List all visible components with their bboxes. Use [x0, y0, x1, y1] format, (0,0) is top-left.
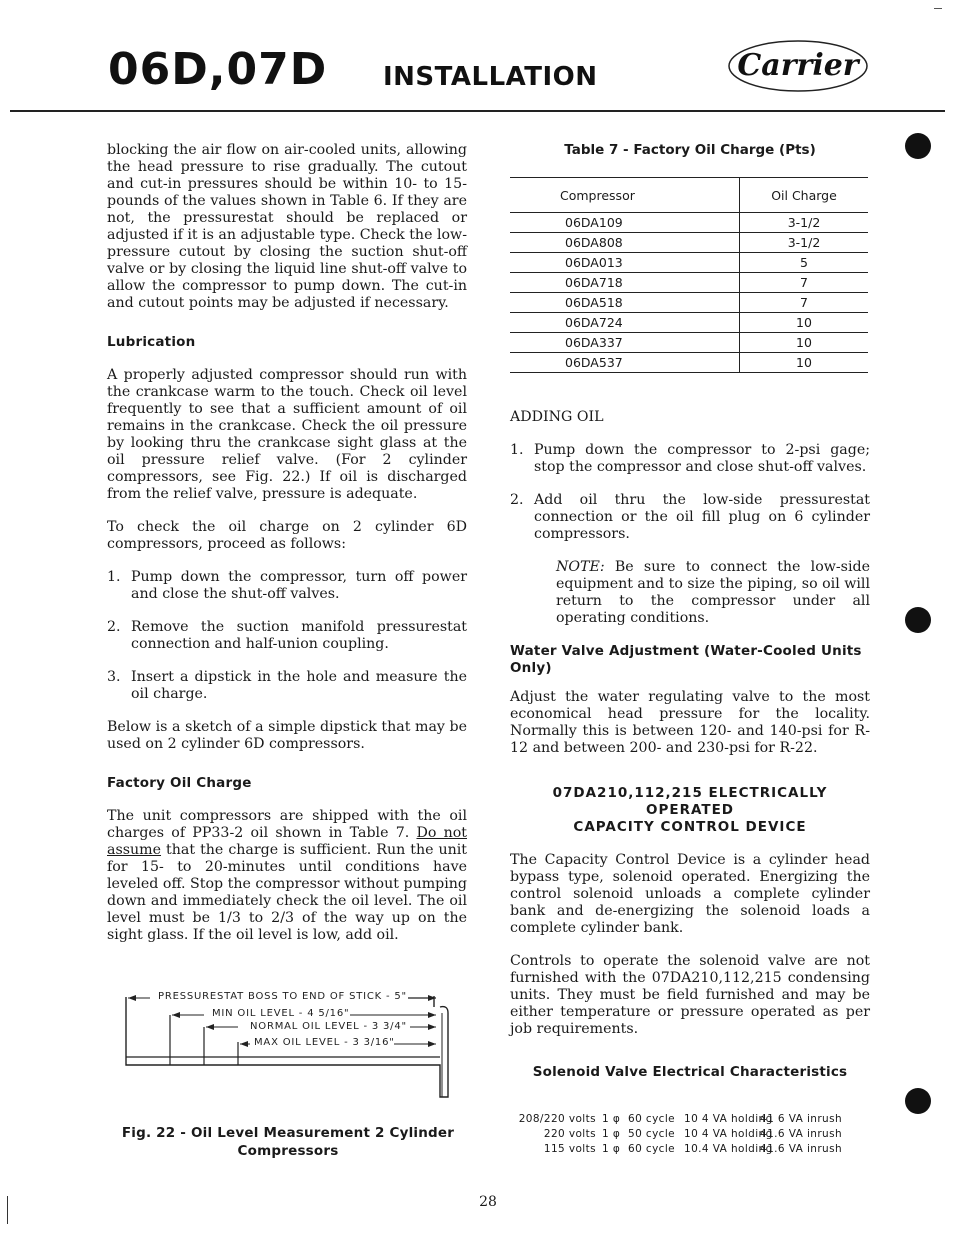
hole-mark: [905, 607, 931, 633]
lubrication-heading: Lubrication: [107, 334, 196, 350]
solenoid-row: [512, 1127, 872, 1142]
table-row: [510, 253, 868, 273]
table-row: [510, 293, 868, 313]
normal-oil-level-label: NORMAL OIL LEVEL - 3 3/4": [250, 1021, 407, 1032]
list-number: 3.: [107, 669, 121, 685]
solenoid-row: [512, 1142, 872, 1157]
list-text: Pump down the compressor to 2-psi gage; stop the compressor and close shut-off valves.: [534, 442, 870, 475]
oil-charge-cell: 3-1/2: [740, 233, 869, 253]
compressor-cell: 06DA518: [510, 293, 740, 313]
list-text: Remove the suction manifold pressurestat connection and half-union coupling.: [131, 619, 467, 652]
inrush-cell: 41.6 VA inrush: [760, 1143, 843, 1155]
table-title: Table 7 - Factory Oil Charge (Pts): [564, 142, 816, 158]
right-column: [510, 142, 870, 1097]
column-header-oil-charge: Oil Charge: [740, 178, 869, 213]
do-not-assume-text: Do not assume: [107, 825, 467, 858]
check-paragraph: To check the oil charge on 2 cylinder 6D compressors, proceed as follows:: [107, 519, 467, 552]
dipstick-figure: [118, 985, 458, 1105]
capacity-heading-line2: CAPACITY CONTROL DEVICE: [573, 819, 807, 835]
table-row: [510, 273, 868, 293]
factory-text-part2: that the charge is sufficient. Run the unit for 15- to 20-minutes until conditions have leveled off. Stop the compressor without pumping down and immediately check the oil level. The oil level must be 1/3 to 2/3 of the way up on the sight glass. If the oil level is low, add oil.: [107, 842, 468, 943]
compressor-cell: 06DA537: [510, 353, 740, 373]
oil-charge-cell: 10: [740, 313, 869, 333]
hole-mark: [905, 133, 931, 159]
inrush-cell: 41.6 VA inrush: [760, 1128, 843, 1140]
phase-cell: 1 φ: [602, 1143, 621, 1155]
note-text: Be sure to connect the low-side equipment and to size the piping, so oil will return to the compressor under all operating conditions.: [556, 559, 871, 626]
max-oil-level-label: MAX OIL LEVEL - 3 3/16": [254, 1037, 395, 1048]
list-item: [510, 442, 870, 476]
note-paragraph: [556, 559, 870, 627]
list-number: 1.: [510, 442, 524, 458]
volts-cell: 220 volts: [543, 1128, 596, 1140]
table-row: [510, 313, 868, 333]
volts-cell: 115 volts: [543, 1143, 596, 1155]
left-column: [107, 142, 467, 960]
list-text: Add oil thru the low-side pressurestat connection or the oil fill plug on 6 cylinder compressors.: [534, 492, 870, 542]
compressor-cell: 06DA718: [510, 273, 740, 293]
oil-charge-cell: 5: [740, 253, 869, 273]
capacity-heading-line1: 07DA210,112,215 ELECTRICALLY OPERATED: [552, 785, 828, 818]
holding-cell: 10 4 VA holding: [684, 1113, 773, 1125]
compressor-cell: 06DA337: [510, 333, 740, 353]
oil-charge-cell: 7: [740, 273, 869, 293]
dipstick-paragraph: Below is a sketch of a simple dipstick that may be used on 2 cylinder 6D compressors.: [107, 719, 467, 752]
oil-charge-cell: 10: [740, 333, 869, 353]
cycle-cell: 60 cycle: [628, 1113, 676, 1125]
min-oil-level-label: MIN OIL LEVEL - 4 5/16": [212, 1008, 350, 1019]
page-number: 28: [479, 1194, 497, 1210]
oil-charge-cell: 7: [740, 293, 869, 313]
capacity-control-heading: [510, 785, 870, 836]
table-row: [510, 213, 868, 233]
oil-charge-cell: 3-1/2: [740, 213, 869, 233]
column-header-compressor: Compressor: [510, 178, 740, 213]
water-valve-heading: Water Valve Adjustment (Water-Cooled Units Only): [510, 643, 862, 676]
model-title: 06D,07D: [108, 44, 328, 95]
holding-cell: 10 4 VA holding: [684, 1128, 773, 1140]
capacity-paragraph-2: Controls to operate the solenoid valve are not furnished with the 07DA210,112,215 condensing units. They must be field furnished and may be either temperature or pressure operated as per job requirements.: [510, 953, 870, 1037]
factory-text-part1: The unit compressors are shipped with the oil charges of PP33-2 oil shown in Table 7.: [107, 808, 467, 841]
solenoid-row: [512, 1112, 872, 1127]
list-item: [107, 669, 467, 703]
oil-charge-table: [510, 177, 868, 373]
section-title: INSTALLATION: [383, 62, 598, 92]
compressor-cell: 06DA109: [510, 213, 740, 233]
adding-oil-heading: ADDING OIL: [510, 409, 604, 425]
water-valve-paragraph: Adjust the water regulating valve to the most economical head pressure for the locality. Normally this is between 120- and 140-psi for R-12 and between 200- and 230-psi for R-22.: [510, 689, 870, 756]
cycle-cell: 60 cycle: [628, 1143, 676, 1155]
pressurestat-label: PRESSURESTAT BOSS TO END OF STICK - 5": [158, 991, 407, 1002]
list-item: [510, 492, 870, 543]
list-number: 2.: [510, 492, 524, 508]
carrier-logo: [726, 38, 870, 94]
solenoid-heading: Solenoid Valve Electrical Characteristics: [532, 1064, 848, 1080]
list-number: 1.: [107, 569, 121, 585]
list-text: Insert a dipstick in the hole and measure the oil charge.: [131, 669, 467, 702]
cycle-cell: 50 cycle: [628, 1128, 676, 1140]
margin-mark: [7, 1196, 8, 1224]
list-item: [107, 619, 467, 653]
figure-caption: Fig. 22 - Oil Level Measurement 2 Cylinder Compressors: [121, 1125, 455, 1159]
list-item: [107, 569, 467, 603]
note-label: NOTE:: [556, 559, 605, 575]
table-row: [510, 353, 868, 373]
solenoid-characteristics: [512, 1112, 872, 1157]
hole-mark: [905, 1088, 931, 1114]
table-header-row: [510, 178, 868, 213]
corner-mark: [934, 8, 942, 9]
phase-cell: 1 φ: [602, 1113, 621, 1125]
compressor-cell: 06DA013: [510, 253, 740, 273]
lubrication-paragraph: A properly adjusted compressor should run with the crankcase warm to the touch. Check oil level frequently to see that a sufficient amount of oil remains in the crankcase. Check the oil pressure by looking thru the crankcase sight glass at the oil pressure relief valve. (For 2 cylinder compressors, see Fig. 22.) If oil is discharged from the relief valve, pressure is adequate.: [107, 367, 467, 502]
compressor-cell: 06DA808: [510, 233, 740, 253]
logo-text: Carrier: [737, 48, 859, 83]
factory-oil-paragraph: [107, 808, 467, 944]
oil-charge-cell: 10: [740, 353, 869, 373]
table-row: [510, 333, 868, 353]
holding-cell: 10.4 VA holding: [684, 1143, 773, 1155]
header-rule: [10, 110, 945, 112]
list-number: 2.: [107, 619, 121, 635]
capacity-paragraph-1: The Capacity Control Device is a cylinder head bypass type, solenoid operated. Energizing the control solenoid unloads a complete cylinder bank and de-energizing the solenoid loads a complete cylinder bank.: [510, 852, 870, 936]
table-row: [510, 233, 868, 253]
compressor-cell: 06DA724: [510, 313, 740, 333]
inrush-cell: 41 6 VA inrush: [760, 1113, 843, 1125]
factory-oil-heading: Factory Oil Charge: [107, 775, 252, 791]
volts-cell: 208/220 volts: [518, 1113, 596, 1125]
list-text: Pump down the compressor, turn off power and close the shut-off valves.: [131, 569, 467, 602]
phase-cell: 1 φ: [602, 1128, 621, 1140]
intro-paragraph: blocking the air flow on air-cooled units, allowing the head pressure to rise gradually. The cutout and cut-in pressures should be within 10- to 15-pounds of the values shown in Table 6. If they are not, the pressurestat should be replaced or adjusted if it is an adjustable type. Check the low-pressure cutout by closing the suction shut-off valve or by closing the liquid line shut-off valve to allow the compressor to pump down. The cut-in and cutout points may be adjusted if necessary.: [107, 142, 467, 311]
